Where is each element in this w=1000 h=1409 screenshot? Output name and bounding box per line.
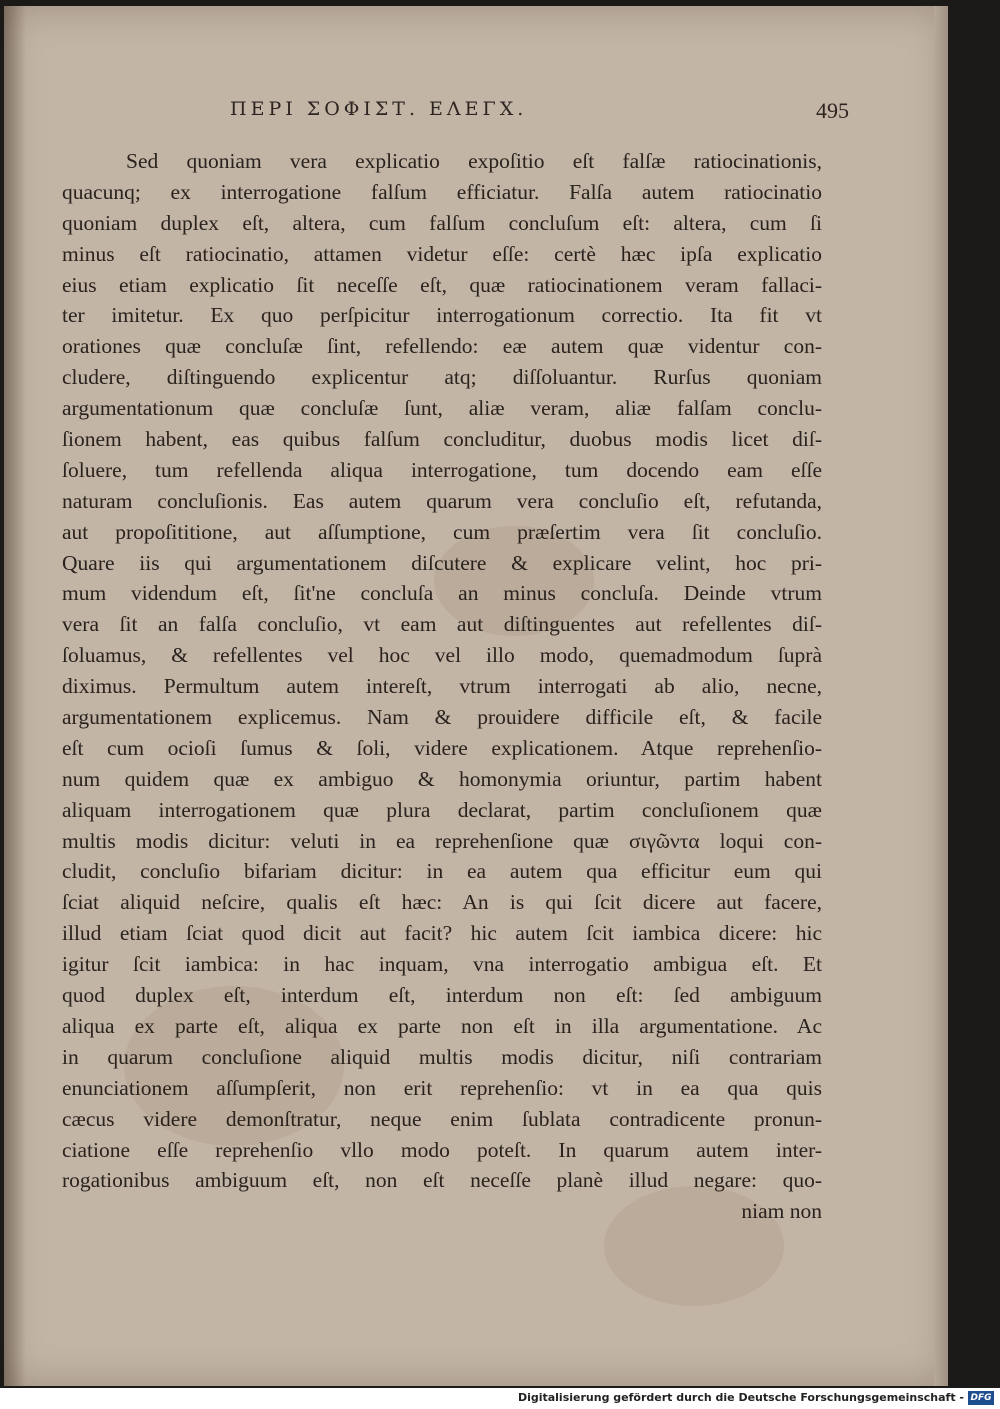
text-line: ſoluamus, & refellentes vel hoc vel illo modo, quemadmodum ſuprà <box>62 643 822 668</box>
text-line: igitur ſcit iambica: in hac inquam, vna interrogatio ambigua eſt. Et <box>62 952 822 977</box>
text-line: ſionem habent, eas quibus falſum concluditur, duobus modis licet diſ- <box>62 427 822 452</box>
text-line: quod duplex eſt, interdum eſt, interdum non eſt: ſed ambiguum <box>62 983 822 1008</box>
text-line: quoniam duplex eſt, altera, cum falſum concluſum eſt: altera, cum ſi <box>62 210 822 235</box>
text-line: multis modis dicitur: veluti in ea reprehenſione quæ σιγῶντα loqui con- <box>62 828 822 853</box>
text-line: mum videndum eſt, ſit'ne concluſa an minus concluſa. Deinde vtrum <box>62 581 822 606</box>
text-line: diximus. Permultum autem intereſt, vtrum interrogati ab alio, necne, <box>62 674 822 699</box>
text-line: ter imitetur. Ex quo perſpicitur interrogationum correctio. Ita fit vt <box>62 303 822 328</box>
text-line: cludere, diſtinguendo explicentur atq; diſſoluantur. Rurſus quoniam <box>62 365 822 390</box>
text-line: rogationibus ambiguum eſt, non eſt neceſſe planè illud negare: quo- <box>62 1168 822 1193</box>
text-line: quacunq; ex interrogatione falſum efficiatur. Falſa autem ratiocinatio <box>62 179 822 204</box>
text-line: aliqua ex parte eſt, aliqua ex parte non eſt in illa argumentatione. Ac <box>62 1013 822 1038</box>
text-line: Quare iis qui argumentationem diſcutere & explicare velint, hoc pri- <box>62 550 822 575</box>
page-edge <box>934 6 948 1386</box>
text-line: enunciationem aſſumpſerit, non erit reprehenſio: vt in ea qua quis <box>62 1075 822 1100</box>
text-line: argumentationum quæ concluſæ ſunt, aliæ veram, aliæ falſam conclu- <box>62 396 822 421</box>
text-line: vera ſit an falſa concluſio, vt eam aut diſtinguentes aut refellentes diſ- <box>62 612 822 637</box>
text-line: cæcus videre demonſtratur, neque enim ſublata contradicente pronun- <box>62 1106 822 1131</box>
book-page <box>4 6 948 1386</box>
catchword-line: niam non <box>741 1199 822 1224</box>
dfg-logo[interactable]: DFG <box>968 1391 994 1405</box>
text-line: ſoluere, tum refellenda aliqua interrogatione, tum docendo eam eſſe <box>62 457 822 482</box>
text-line: ſciat aliquid neſcire, qualis eſt hæc: An is qui ſcit dicere aut facere, <box>62 890 822 915</box>
text-line: minus eſt ratiocinatio, attamen videtur eſſe: certè hæc ipſa explicatio <box>62 241 822 266</box>
text-line: cludit, concluſio bifariam dicitur: in ea autem qua efficitur eum qui <box>62 859 822 884</box>
body-text <box>62 146 822 1227</box>
footer-bar <box>0 1388 1000 1409</box>
gutter-shadow <box>4 6 26 1386</box>
text-line: aut propoſititione, aut aſſumptione, cum præſertim vera ſit concluſio. <box>62 519 822 544</box>
funding-notice: Digitalisierung gefördert durch die Deutsche Forschungsgemeinschaft - <box>517 1391 964 1404</box>
page-number: 495 <box>816 98 849 123</box>
text-line: Sed quoniam vera explicatio expoſitio eſt falſæ ratiocinationis, <box>126 149 822 173</box>
text-line: illud etiam ſciat quod dicit aut facit? hic autem ſcit iambica dicere: hic <box>62 921 822 946</box>
running-head: ΠΕΡΙ ΣΟΦΙΣΤ. ΕΛΕΓΧ. <box>230 98 528 120</box>
text-line: naturam concluſionis. Eas autem quarum vera concluſio eſt, refutanda, <box>62 488 822 513</box>
text-line: ciatione eſſe reprehenſio vllo modo poteſt. In quarum autem inter- <box>62 1137 822 1162</box>
text-line: aliquam interrogationem quæ plura declarat, partim concluſionem quæ <box>62 797 822 822</box>
text-line: eius etiam explicatio ſit neceſſe eſt, quæ ratiocinationem veram fallaci- <box>62 272 822 297</box>
text-line: num quidem quæ ex ambiguo & homonymia oriuntur, partim habent <box>62 766 822 791</box>
text-line: eſt cum ocioſi ſumus & ſoli, videre explicationem. Atque reprehenſio- <box>62 735 822 760</box>
text-line: in quarum concluſione aliquid multis modis dicitur, niſi contrariam <box>62 1044 822 1069</box>
text-line: argumentationem explicemus. Nam & prouidere difficile eſt, & facile <box>62 705 822 730</box>
text-line: orationes quæ concluſæ ſint, refellendo: eæ autem quæ videntur con- <box>62 334 822 359</box>
